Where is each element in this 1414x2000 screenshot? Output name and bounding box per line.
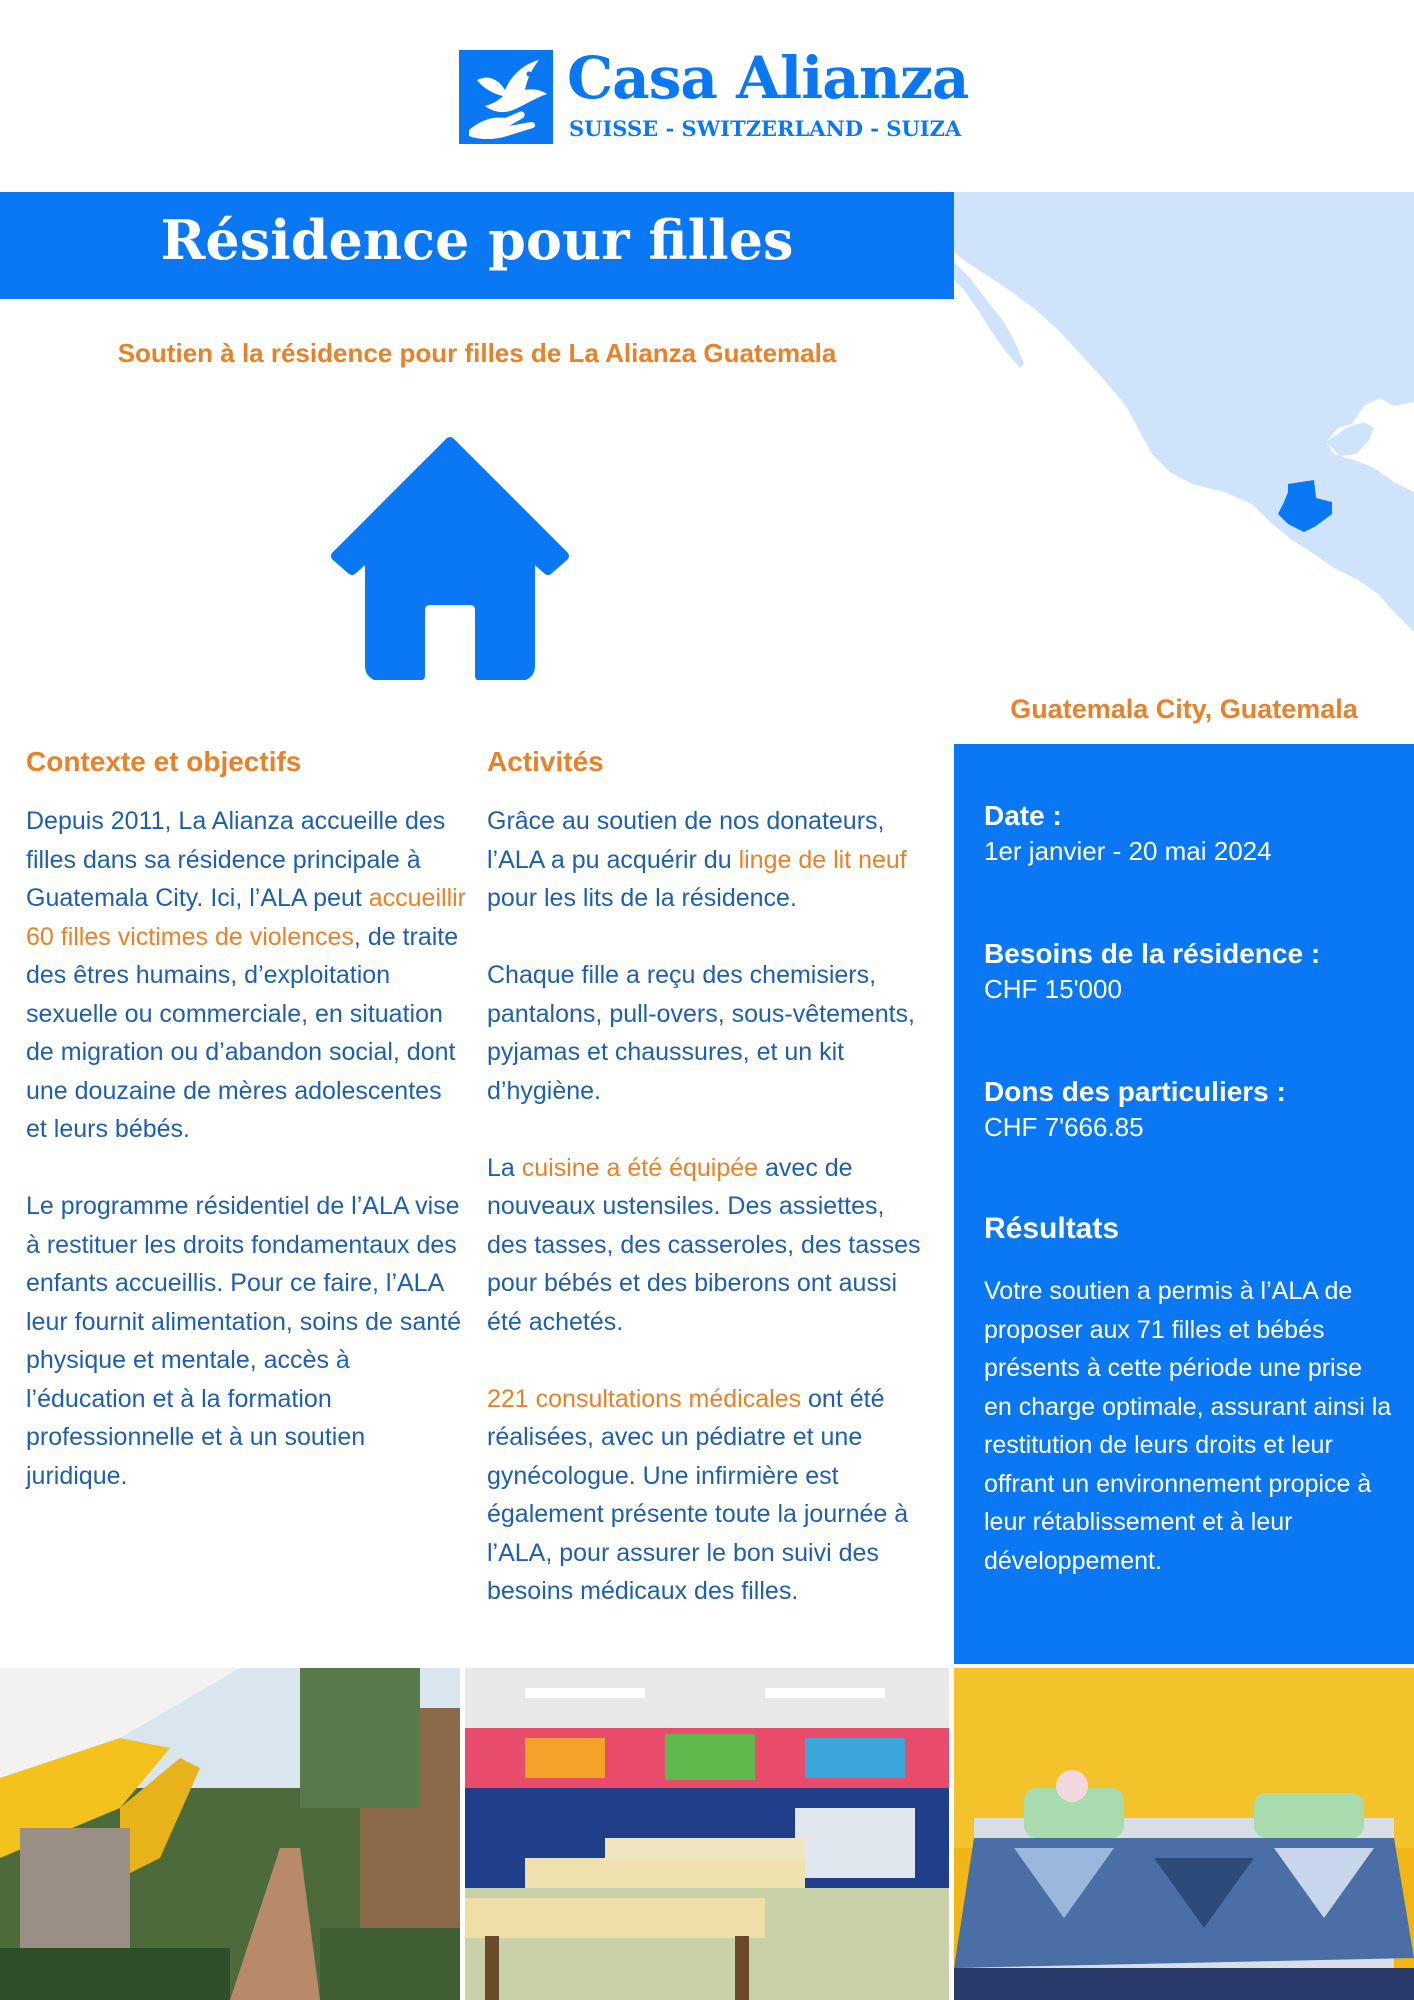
date-value: 1er janvier - 20 mai 2024 — [984, 836, 1272, 866]
activities-p3-text-a: La — [487, 1153, 522, 1182]
subtitle: Soutien à la résidence pour filles de La Alianza Guatemala — [117, 338, 837, 368]
donations-value: CHF 7'666.85 — [984, 1112, 1144, 1142]
house-icon — [328, 434, 572, 680]
donations-label: Dons des particuliers : — [984, 1076, 1286, 1107]
context-p1-text-b: , de traite des êtres humains, d’exploitation sexuelle ou commerciale, en situation de migration ou d’abandon social, dont une douzaine de mères adolescentes et leurs bébés. — [26, 922, 459, 1143]
summary-panel — [954, 744, 1414, 1664]
photo-courtyard — [0, 1668, 460, 2000]
activities-p1-text-a: Grâce au soutien de nos donateurs, l’ALA a pu acquérir du — [487, 807, 885, 874]
title-band — [0, 192, 954, 299]
date-label: Date : — [984, 800, 1062, 831]
activities-heading: Activités — [487, 746, 604, 777]
photo-dining-room — [465, 1668, 949, 2000]
results-text: Votre soutien a permis à l’ALA de proposer aux 71 filles et bébés présents à cette période une prise en charge optimale, assurant ainsi la restitution de leurs droits et leur offrant un environnement propice à leur rétablissement et à leur développement. — [984, 1277, 1392, 1575]
activities-paragraph-2: Chaque fille a reçu des chemisiers, pantalons, pull-overs, sous-vêtements, pyjamas et chaussures, et un kit d’hygiène. — [487, 961, 915, 1105]
activities-p3-highlight: cuisine a été équipée — [521, 1153, 759, 1182]
needs-value: CHF 15'000 — [984, 974, 1122, 1004]
activities-p4-text-b: ont été réalisées, avec un pédiatre et une gynécologue. Une infirmière est également présente toute la journée à l’ALA, pour assurer le bon suivi des besoins médicaux des filles. — [487, 1384, 909, 1605]
context-heading: Contexte et objectifs — [26, 746, 302, 777]
activities-p1-highlight: linge de lit neuf — [738, 845, 907, 874]
logo-subtitle: SUISSE - SWITZERLAND - SUIZA — [569, 116, 962, 141]
context-paragraph-2: Le programme résidentiel de l’ALA vise à restituer les droits fondamentaux des enfants accueillis. Pour ce faire, l’ALA leur fournit alimentation, soins de santé physique et mentale, accès à l’éducation et à la formation professionnelle et à un soutien juridique. — [26, 1192, 461, 1490]
context-p1-highlight: accueillir 60 filles victimes de violences — [26, 884, 467, 951]
activities-p3-text-b: avec de nouveaux ustensiles. Des assiettes, des tasses, des casseroles, des tasses pour bébés et des biberons ont aussi été achetés. — [487, 1153, 921, 1336]
photo-bedroom — [954, 1668, 1414, 2000]
activities-p4-highlight: 221 consultations médicales — [487, 1384, 802, 1413]
activities-paragraph-1 — [487, 802, 927, 918]
context-p1-text-a: Depuis 2011, La Alianza accueille des filles dans sa résidence principale à Guatemala City. Ici, l’ALA peut — [26, 807, 446, 912]
location-label: Guatemala City, Guatemala — [1010, 694, 1358, 724]
context-paragraph-1 — [26, 802, 466, 1149]
logo — [459, 44, 969, 150]
context-column — [26, 746, 466, 1534]
results-title: Résultats — [984, 1212, 1120, 1245]
activities-p1-text-b: pour les lits de la résidence. — [487, 884, 797, 912]
activities-column — [487, 746, 927, 1649]
needs-label: Besoins de la résidence : — [984, 938, 1321, 969]
activities-paragraph-4 — [487, 1380, 927, 1611]
logo-name: Casa Alianza — [567, 44, 969, 112]
dove-hands-logo-icon — [459, 50, 553, 144]
page-title: Résidence pour filles — [160, 208, 794, 272]
activities-paragraph-3 — [487, 1149, 927, 1342]
map-icon — [954, 192, 1414, 632]
